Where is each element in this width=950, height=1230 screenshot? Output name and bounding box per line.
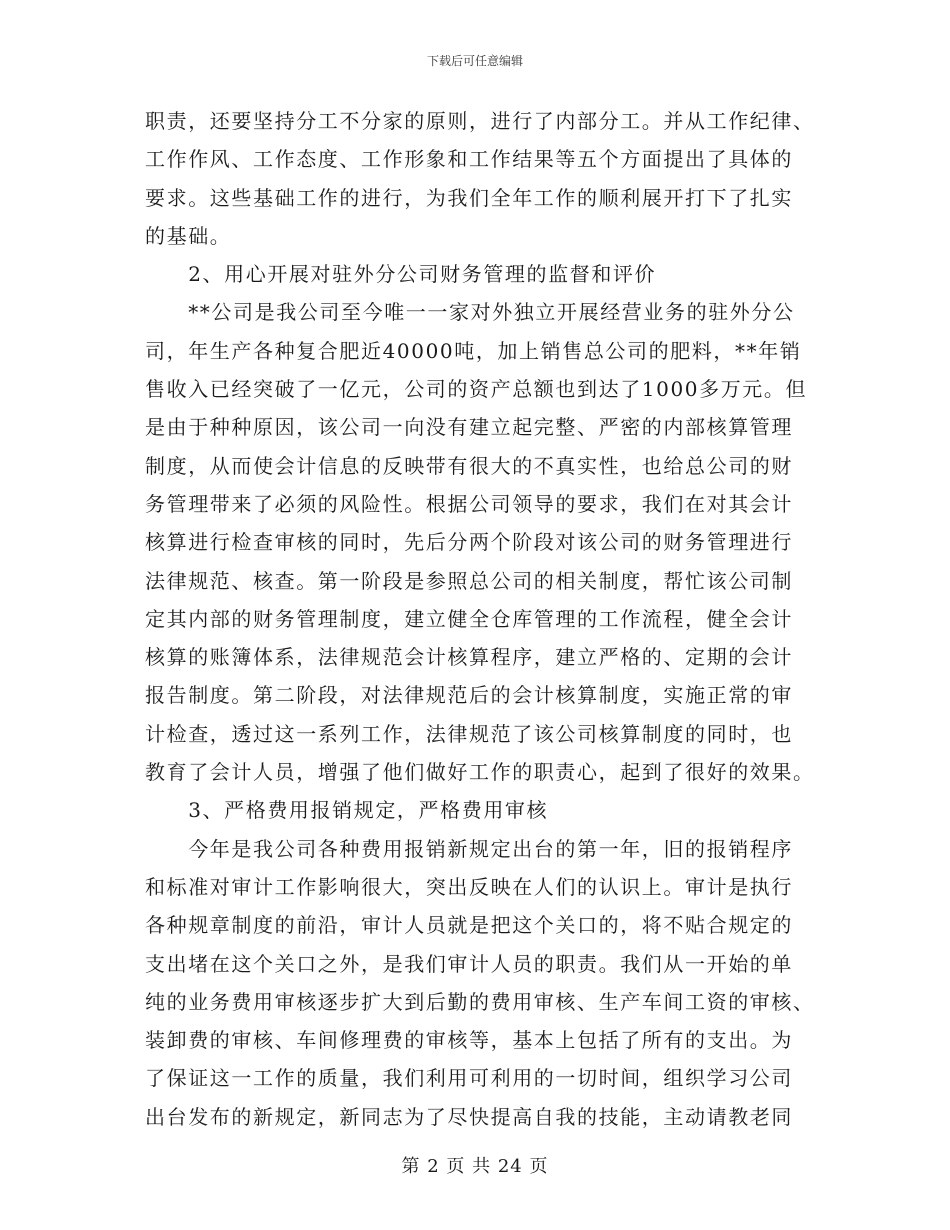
text-line: **公司是我公司至今唯一一家对外独立开展经营业务的驻外分公 [145, 300, 795, 325]
text-line: 司，年生产各种复合肥近40000吨，加上销售总公司的肥料，**年销 [145, 338, 802, 363]
text-line: 和标准对审计工作影响很大，突出反映在人们的认识上。审计是执行 [145, 874, 793, 899]
page-header: 下载后可任意编辑 [426, 54, 523, 68]
text-line: 纯的业务费用审核逐步扩大到后勤的费用审核、生产车间工资的审核、 [145, 989, 815, 1014]
text-line: 务管理带来了必须的风险性。根据公司领导的要求，我们在对其会计 [145, 491, 793, 516]
text-line: 计检查，透过这一系列工作，法律规范了该公司核算制度的同时，也 [145, 721, 793, 746]
body-text [145, 102, 815, 1136]
text-line: 教育了会计人员，增强了他们做好工作的职责心，起到了很好的效果。 [145, 760, 815, 785]
text-line: 要求。这些基础工作的进行，为我们全年工作的顺利展开打下了扎实 [145, 185, 793, 210]
text-line: 是由于种种原因，该公司一向没有建立起完整、严密的内部核算管理 [145, 415, 793, 440]
text-line: 定其内部的财务管理制度，建立健全仓库管理的工作流程，健全会计 [145, 606, 793, 631]
text-line: 报告制度。第二阶段，对法律规范后的会计核算制度，实施正常的审 [145, 683, 793, 708]
text-line: 各种规章制度的前沿，审计人员就是把这个关口的，将不贴合规定的 [145, 913, 793, 938]
text-line: 职责，还要坚持分工不分家的原则，进行了内部分工。并从工作纪律、 [145, 109, 815, 133]
page-footer: 第 2 页 共 24 页 [401, 1156, 549, 1177]
text-line: 制度，从而使会计信息的反映带有很大的不真实性，也给总公司的财 [145, 453, 793, 478]
text-line: 核算进行检查审核的同时，先后分两个阶段对该公司的财务管理进行 [145, 530, 793, 555]
text-line: 的基础。 [145, 223, 232, 248]
text-line: 出台发布的新规定，新同志为了尽快提高自我的技能，主动请教老同 [145, 1104, 793, 1129]
section-heading: 2、用心开展对驻外分公司财务管理的监督和评价 [145, 262, 657, 287]
text-line: 核算的账簿体系，法律规范会计核算程序，建立严格的、定期的会计 [145, 645, 793, 670]
text-line: 今年是我公司各种费用报销新规定出台的第一年，旧的报销程序 [145, 836, 793, 861]
text-line: 售收入已经突破了一亿元，公司的资产总额也到达了1000多万元。但 [145, 377, 808, 402]
section-heading: 3、严格费用报销规定，严格费用审核 [145, 798, 549, 823]
text-line: 法律规范、核查。第一阶段是参照总公司的相关制度，帮忙该公司制 [145, 568, 793, 593]
text-line: 装卸费的审核、车间修理费的审核等，基本上包括了所有的支出。为 [145, 1028, 793, 1053]
text-line: 支出堵在这个关口之外，是我们审计人员的职责。我们从一开始的单 [145, 951, 793, 976]
text-line: 了保证这一工作的质量，我们利用可利用的一切时间，组织学习公司 [145, 1066, 793, 1091]
text-line: 工作作风、工作态度、工作形象和工作结果等五个方面提出了具体的 [145, 147, 793, 172]
